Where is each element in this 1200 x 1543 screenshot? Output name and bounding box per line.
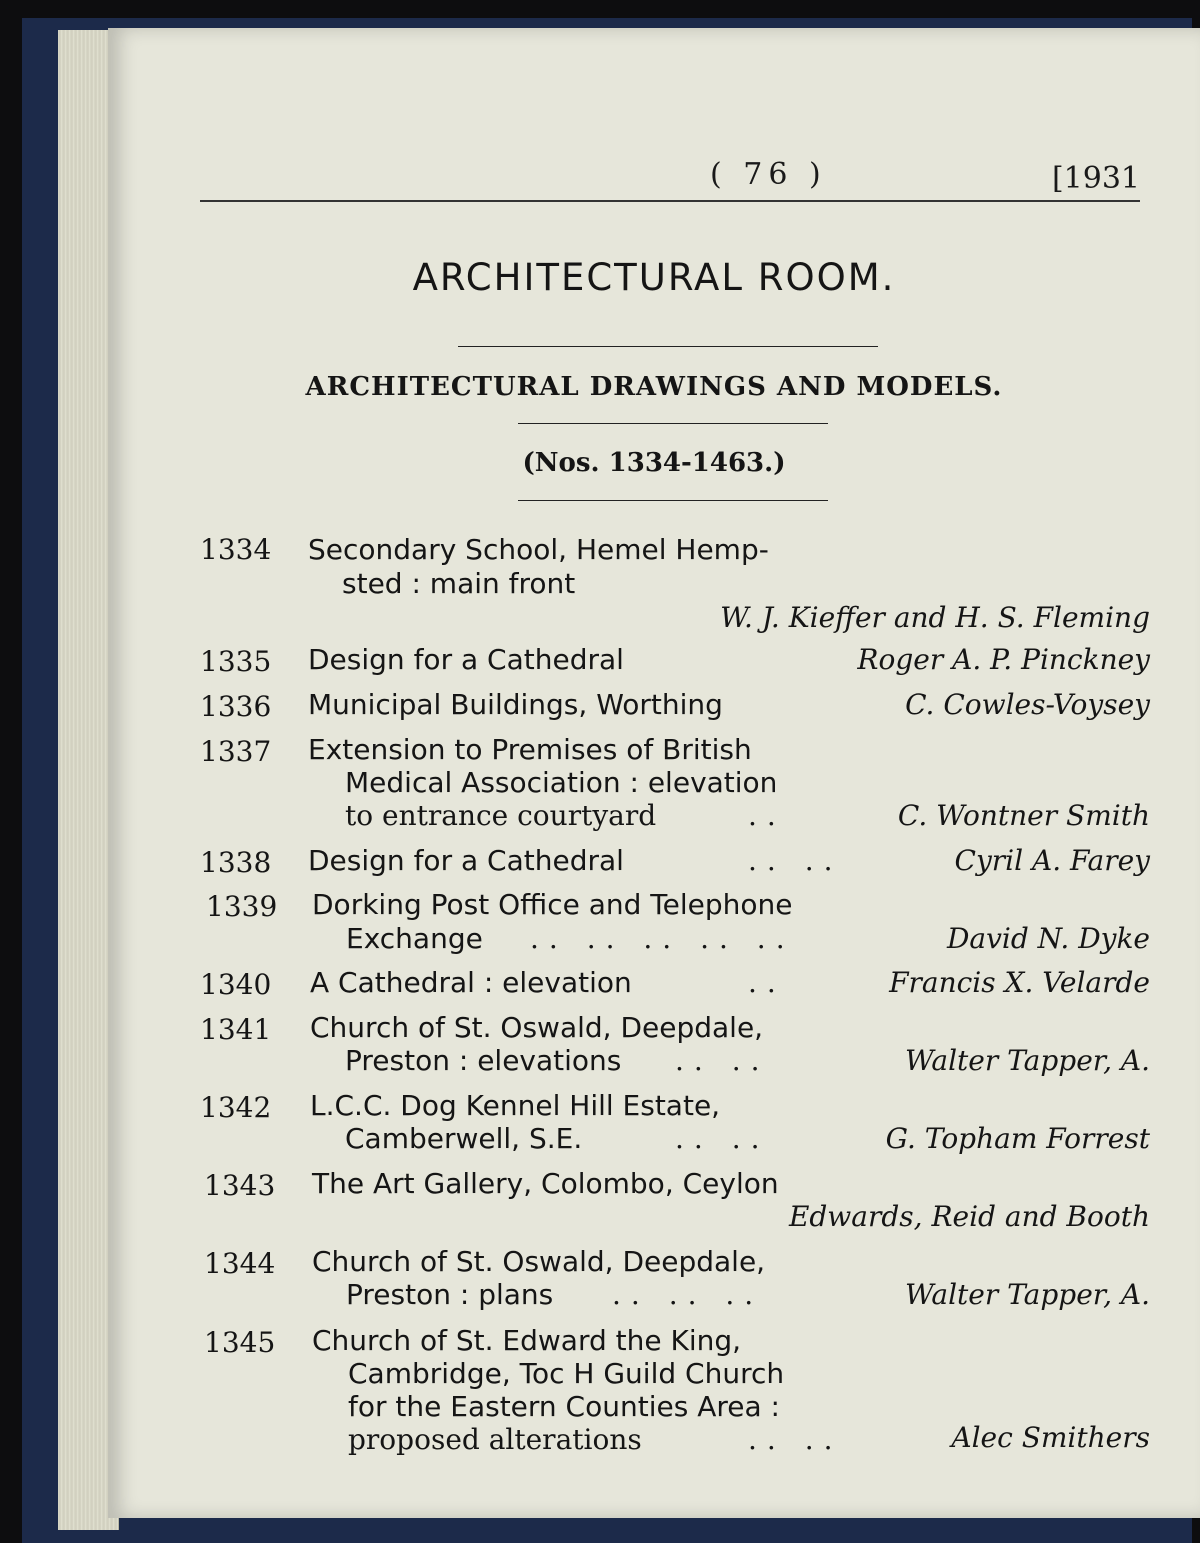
entry-number: 1342 — [200, 1091, 272, 1124]
leader-dots: .. — [748, 799, 786, 832]
entry-title-line: Secondary School, Hemel Hemp- — [308, 533, 769, 566]
entry-title-line: Medical Association : elevation — [345, 766, 778, 799]
entry-architect: G. Topham Forrest — [885, 1122, 1150, 1155]
entry-title-line: proposed alterations — [348, 1423, 642, 1456]
entry-title-line: Municipal Buildings, Worthing — [308, 688, 723, 721]
entry-title-line: Preston : plans — [346, 1278, 554, 1311]
entry-architect: Walter Tapper, A. — [905, 1044, 1150, 1077]
entry-architect: Cyril A. Farey — [954, 844, 1150, 877]
leader-dots: .. .. .. — [612, 1278, 764, 1311]
entry-architect: W. J. Kieffer and H. S. Fleming — [720, 601, 1150, 634]
entry-architect: Francis X. Velarde — [889, 966, 1150, 999]
entry-title-line: Design for a Cathedral — [308, 844, 624, 877]
entry-title-line: Extension to Premises of British — [308, 733, 752, 766]
leader-dots: .. .. — [675, 1122, 770, 1155]
entry-title-line: Design for a Cathedral — [308, 643, 624, 676]
entry-number: 1344 — [204, 1247, 276, 1280]
entry-title-line: The Art Gallery, Colombo, Ceylon — [312, 1167, 779, 1200]
entry-title-line: to entrance courtyard — [345, 799, 657, 832]
entry-number: 1338 — [200, 846, 272, 879]
entry-title-line: Church of St. Edward the King, — [312, 1324, 742, 1357]
entry-title-line: Dorking Post Office and Telephone — [312, 888, 793, 921]
entry-number: 1334 — [200, 533, 272, 566]
entry-number: 1343 — [204, 1169, 276, 1202]
entry-architect: David N. Dyke — [946, 922, 1150, 955]
leader-dots: .. .. — [748, 1423, 843, 1456]
range-rule — [518, 500, 828, 501]
leader-dots: .. .. .. .. .. — [530, 922, 795, 955]
entry-architect: C. Cowles-Voysey — [905, 688, 1150, 721]
catalogue-page — [108, 28, 1200, 1518]
title-rule — [458, 346, 878, 347]
entry-title-line: Camberwell, S.E. — [345, 1122, 583, 1155]
leader-dots: .. .. — [675, 1044, 770, 1077]
section-rule — [518, 423, 828, 424]
leader-dots: .. .. — [748, 844, 843, 877]
entry-number: 1340 — [200, 968, 272, 1001]
entry-number: 1336 — [200, 690, 272, 723]
page-title: ARCHITECTURAL ROOM. — [412, 256, 896, 299]
entry-number: 1339 — [206, 890, 278, 923]
entry-title-line: Church of St. Oswald, Deepdale, — [310, 1011, 764, 1044]
entry-title-line: sted : main front — [342, 567, 576, 600]
section-title: ARCHITECTURAL DRAWINGS AND MODELS. — [305, 372, 1003, 402]
entry-title-line: A Cathedral : elevation — [310, 966, 632, 999]
entry-architect: Alec Smithers — [951, 1421, 1150, 1454]
entry-number: 1337 — [200, 735, 272, 768]
page-number: ( 76 ) — [710, 157, 827, 192]
entry-title-line: for the Eastern Counties Area : — [348, 1390, 780, 1423]
entry-title-line: Exchange — [346, 922, 483, 955]
leader-dots: .. — [748, 966, 786, 999]
running-header — [200, 153, 1140, 213]
number-range: (Nos. 1334-1463.) — [522, 448, 786, 478]
entry-number: 1341 — [200, 1013, 272, 1046]
entry-title-line: Preston : elevations — [345, 1044, 622, 1077]
header-rule — [200, 200, 1140, 202]
entry-number: 1335 — [200, 645, 272, 678]
entry-architect: Edwards, Reid and Booth — [788, 1200, 1150, 1233]
entry-architect: Roger A. P. Pinckney — [857, 643, 1150, 676]
entry-number: 1345 — [204, 1326, 276, 1359]
entry-architect: Walter Tapper, A. — [905, 1278, 1150, 1311]
entry-title-line: Cambridge, Toc H Guild Church — [348, 1357, 785, 1390]
entry-title-line: L.C.C. Dog Kennel Hill Estate, — [310, 1089, 721, 1122]
entry-title-line: Church of St. Oswald, Deepdale, — [312, 1245, 766, 1278]
year: [1931 — [1051, 161, 1140, 196]
entry-architect: C. Wontner Smith — [897, 799, 1150, 832]
